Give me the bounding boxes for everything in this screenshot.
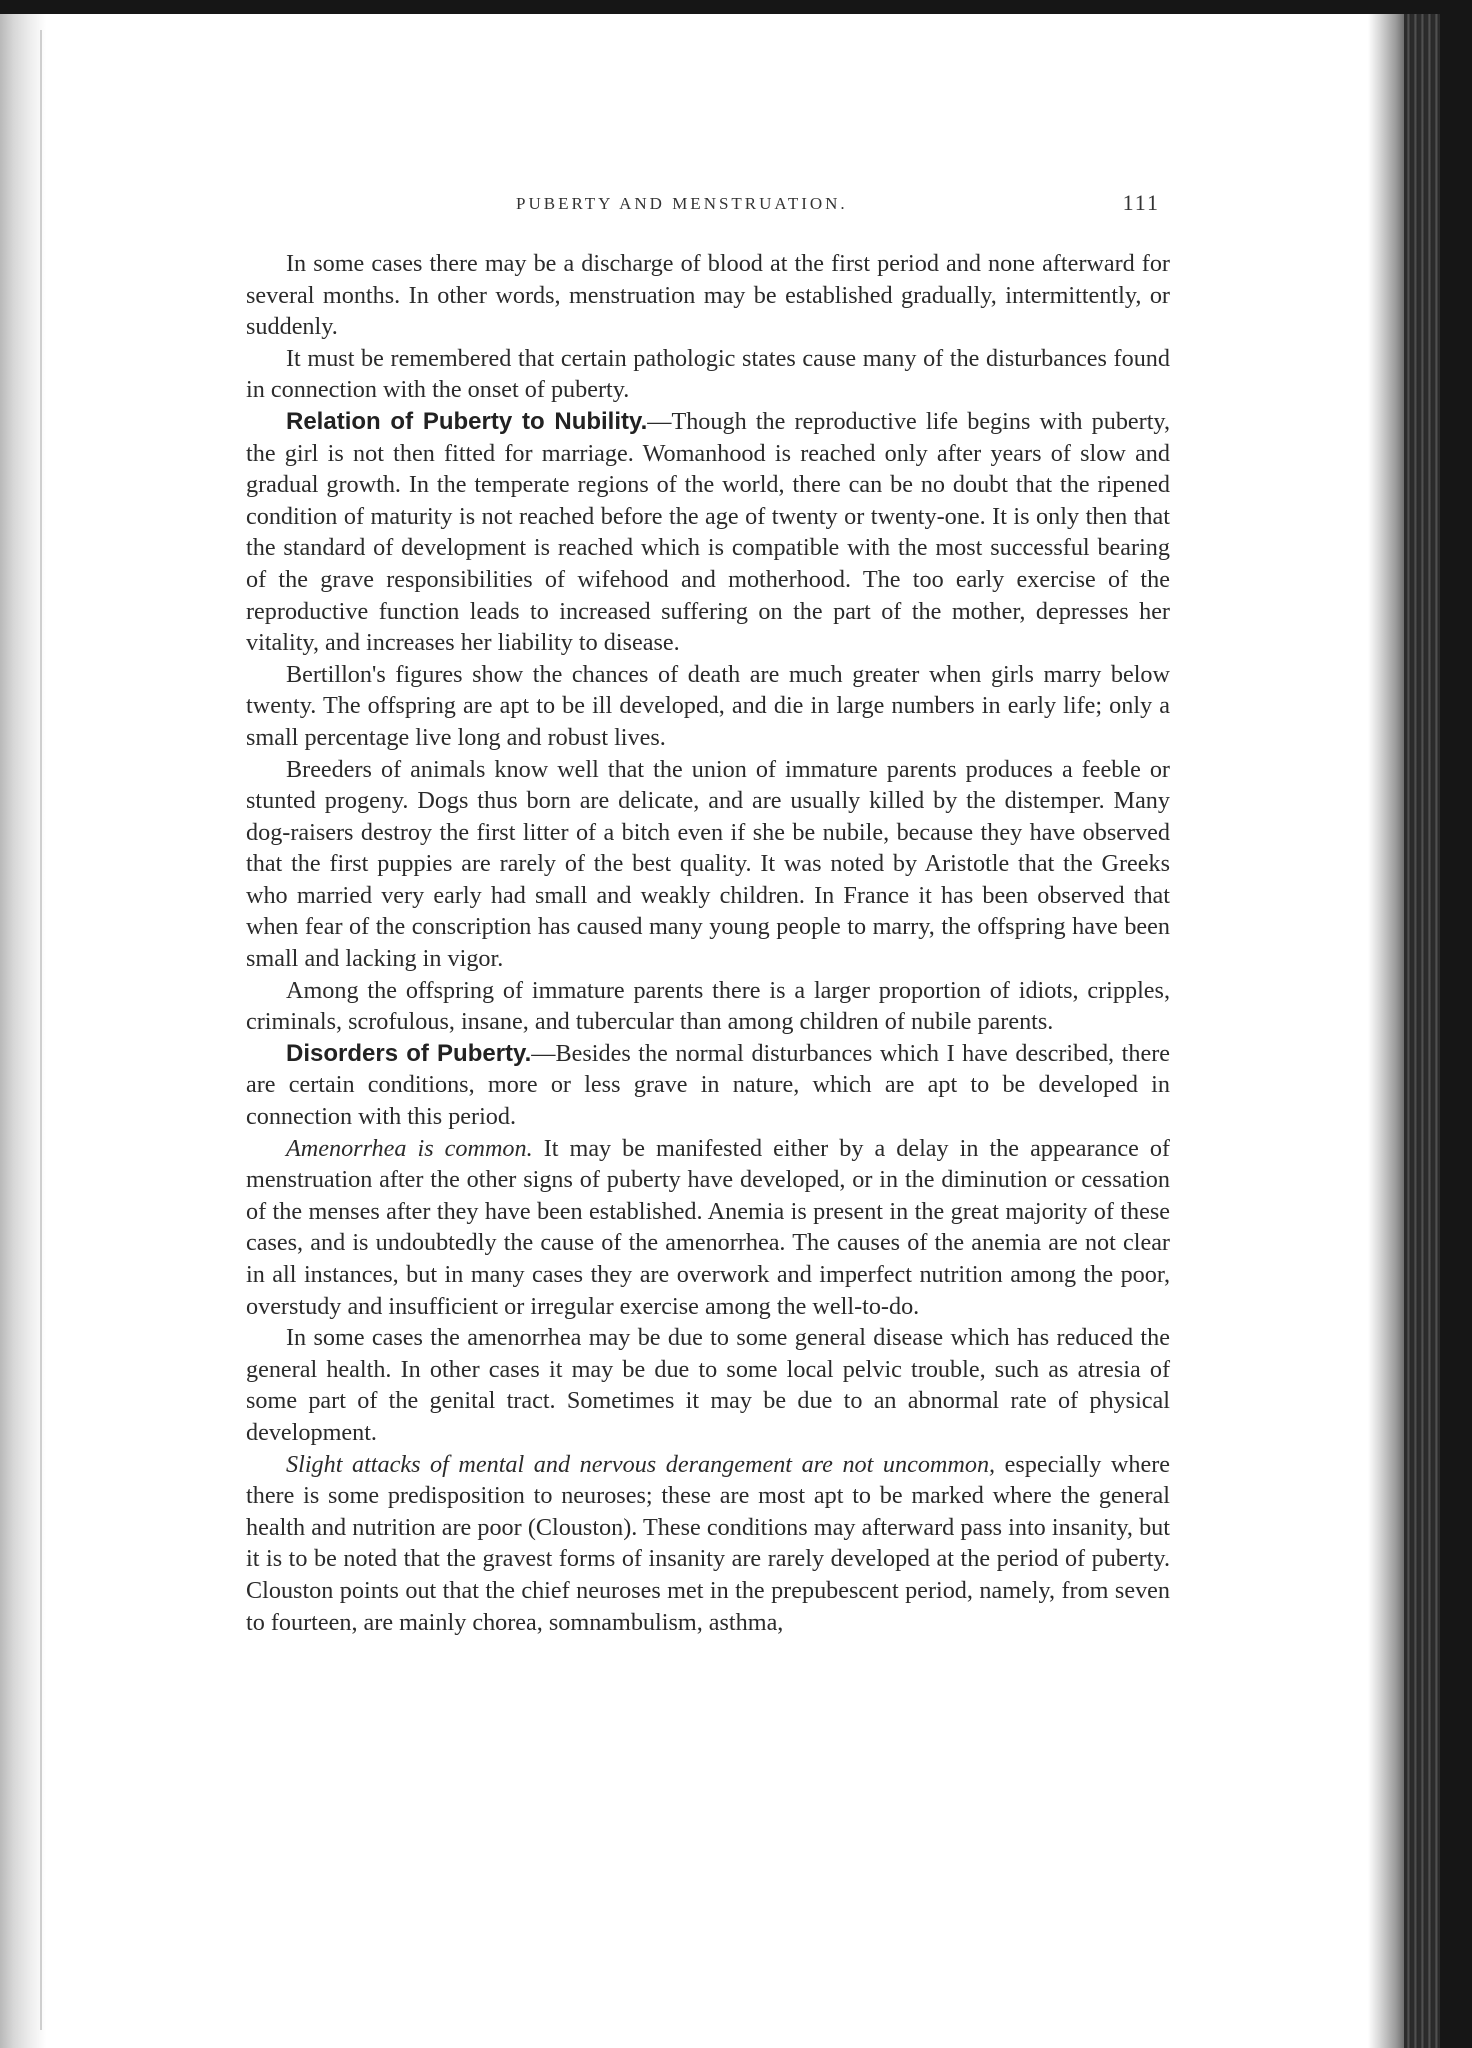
- body-text: [246, 248, 1170, 1638]
- paragraph-text: It may be manifested either by a delay in the appearance of menstruation after the other signs of puberty have developed, or in the diminution or cessation of the menses after they have been established. Anemia is present in the great majority of these cases, and is undoubtedly the cause of the amenorrhea. The causes of the anemia are not clear in all instances, but in many cases they are overwork and imperfect nutrition among the poor, overstudy and insufficient or irregular exercise among the well-to-do.: [246, 1134, 1170, 1320]
- paragraph-text: Among the offspring of immature parents there is a larger proportion of idiots, cripples, criminals, scrofulous, insane, and tubercular than among children of nubile parents.: [246, 976, 1170, 1036]
- paragraph: [246, 1322, 1170, 1448]
- book-page: [246, 190, 1170, 1638]
- italic-lead: Slight attacks of mental and nervous derangement are not uncommon,: [286, 1450, 996, 1478]
- paragraph-text: In some cases the amenorrhea may be due to some general disease which has reduced the general health. In other cases it may be due to some local pelvic trouble, such as atresia of some part of the genital tract. Sometimes it may be due to an abnormal rate of physical development.: [246, 1324, 1170, 1446]
- section-heading-disorders: Disorders of Puberty.: [286, 1039, 532, 1067]
- scan-right-border: [1440, 14, 1472, 2048]
- paragraph: [246, 343, 1170, 406]
- paragraph-text: Breeders of animals know well that the union of immature parents produces a feeble or stunted progeny. Dogs thus born are delicate, and are usually killed by the distemper. Many dog-raisers destroy the first litter of a bitch even if she be nubile, because they have observed that the first puppies are rarely of the best quality. It was noted by Aristotle that the Greeks who married very early had small and weakly children. In France it has been observed that when fear of the conscription has caused many young people to marry, the offspring have been small and lacking in vigor.: [246, 755, 1170, 973]
- paragraph-text: In some cases there may be a discharge of blood at the first period and none afterward for several months. In other words, menstruation may be established gradually, intermittently, or suddenly.: [246, 250, 1170, 341]
- paragraph: [246, 1133, 1170, 1323]
- paragraph: [246, 1038, 1170, 1133]
- paragraph-text: Bertillon's figures show the chances of death are much greater when girls marry below twenty. The offspring are apt to be ill developed, and die in large numbers in early life; only a small percentage live long and robust lives.: [246, 660, 1170, 751]
- italic-lead: Amenorrhea is common.: [286, 1134, 533, 1162]
- running-title: PUBERTY AND MENSTRUATION.: [516, 194, 848, 213]
- scan-top-border: [0, 0, 1472, 14]
- page-number: 111: [1122, 190, 1160, 215]
- book-gutter-shadow: [1368, 14, 1404, 2048]
- paragraph: [246, 248, 1170, 343]
- paragraph: [246, 406, 1170, 659]
- running-header: [246, 190, 1170, 226]
- page-left-edge-line: [40, 30, 42, 2030]
- paragraph: [246, 1449, 1170, 1639]
- paragraph: [246, 659, 1170, 754]
- paragraph: [246, 754, 1170, 975]
- paragraph-text: especially where there is some predisposition to neuroses; these are most apt to be marked where the general health and nutrition are poor (Clouston). These conditions may afterward pass into insanity, but it is to be noted that the gravest forms of insanity are rarely developed at the period of puberty. Clouston points out that the chief neuroses met in the prepubescent period, namely, from seven to fourteen, are mainly chorea, somnambulism, asthma,: [246, 1450, 1170, 1636]
- paragraph: [246, 975, 1170, 1038]
- paragraph-text: It must be remembered that certain pathologic states cause many of the disturbances found in connection with the onset of puberty.: [246, 344, 1170, 404]
- paragraph-text: —Though the reproductive life begins with puberty, the girl is not then fitted for marriage. Womanhood is reached only after years of slow and gradual growth. In the temperate regions of the world, there can be no doubt that the ripened condition of maturity is not reached before the age of twenty or twenty-one. It is only then that the standard of development is reached which is compatible with the most successful bearing of the grave responsibilities of wifehood and motherhood. The too early exercise of the reproductive function leads to increased suffering on the part of the mother, depresses her vitality, and increases her liability to disease.: [246, 407, 1171, 657]
- section-heading-nubility: Relation of Puberty to Nubility.: [286, 407, 648, 435]
- paragraph-text: —Besides the normal disturbances which I have described, there are certain conditions, more or less grave in nature, which are apt to be developed in connection with this period.: [246, 1039, 1171, 1131]
